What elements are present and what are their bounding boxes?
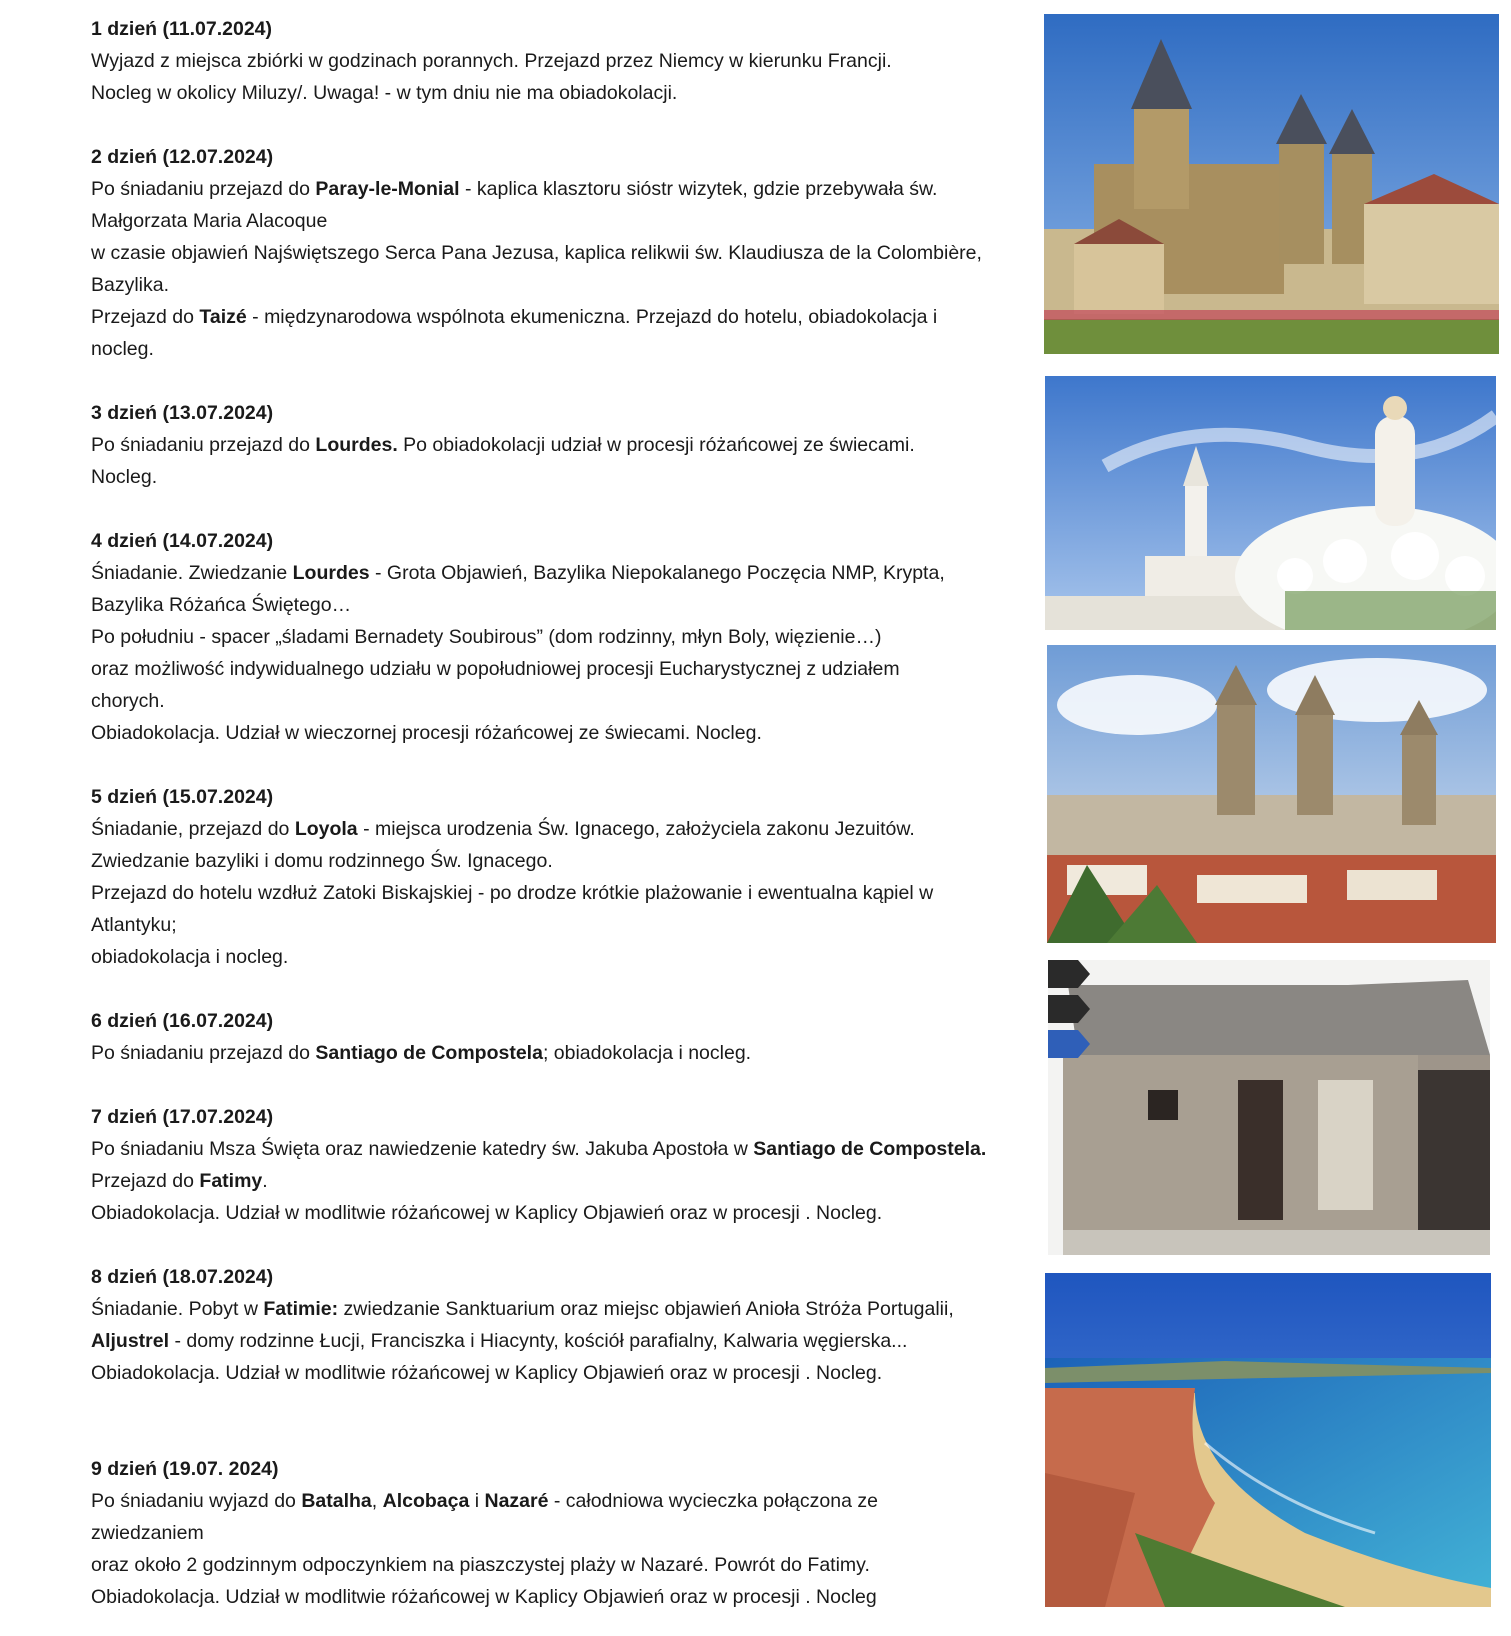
- day-title: 6 dzień (16.07.2024): [91, 1010, 274, 1032]
- text-segment: - międzynarodowa wspólnota ekumeniczna. Przejazd do hotelu, obiadokolacja i: [246, 306, 938, 328]
- place-name: Lourdes.: [315, 434, 398, 456]
- text-segment: Wyjazd z miejsca zbiórki w godzinach porannych. Przejazd przez Niemcy w kierunku Francji.: [91, 50, 892, 72]
- day-line: [91, 813, 1031, 845]
- day-line: [91, 1133, 1031, 1165]
- day-line: [91, 1581, 1031, 1613]
- day-block: [91, 13, 1031, 109]
- day-title: 7 dzień (17.07.2024): [91, 1106, 274, 1128]
- text-segment: Atlantyku;: [91, 914, 177, 936]
- text-segment: Małgorzata Maria Alacoque: [91, 210, 328, 232]
- day-title: 3 dzień (13.07.2024): [91, 402, 274, 424]
- place-name: Batalha: [301, 1490, 372, 1512]
- day-line: [91, 1037, 1031, 1069]
- text-segment: Po śniadaniu wyjazd do: [91, 1490, 302, 1512]
- day-line: [91, 461, 1031, 493]
- text-segment: oraz około 2 godzinnym odpoczynkiem na piaszczystej plaży w Nazaré. Powrót do Fatimy.: [91, 1554, 870, 1576]
- spacer: [91, 1389, 1031, 1453]
- day-line: [91, 685, 1031, 717]
- place-name: Lourdes: [292, 562, 370, 584]
- place-name: Paray-le-Monial: [315, 178, 460, 200]
- photo-nazare-beach: [1045, 1273, 1491, 1607]
- text-segment: chorych.: [91, 690, 165, 712]
- text-segment: Przejazd do: [91, 306, 200, 328]
- day-line: [91, 173, 1031, 205]
- text-segment: - kaplica klasztoru sióstr wizytek, gdzie przebywała św.: [459, 178, 938, 200]
- text-segment: Bazylika Różańca Świętego…: [91, 594, 352, 616]
- text-segment: Po obiadokolacji udział w procesji różańcowej ze świecami.: [397, 434, 915, 456]
- day-line: [91, 653, 1031, 685]
- text-segment: - całodniowa wycieczka połączona ze: [548, 1490, 878, 1512]
- text-segment: Zwiedzanie bazyliki i domu rodzinnego Św. Ignacego.: [91, 850, 553, 872]
- day-block: [91, 525, 1031, 749]
- text-segment: zwiedzanie Sanktuarium oraz miejsc objawień Anioła Stróża Portugalii,: [338, 1298, 954, 1320]
- day-title: 9 dzień (19.07. 2024): [91, 1458, 279, 1480]
- text-segment: - miejsca urodzenia Św. Ignacego, założyciela zakonu Jezuitów.: [357, 818, 915, 840]
- day-line: [91, 557, 1031, 589]
- day-line: [91, 205, 1031, 237]
- text-segment: Śniadanie, przejazd do: [91, 818, 295, 840]
- day-block: [91, 141, 1031, 365]
- place-name: Alcobaça: [382, 1490, 470, 1512]
- place-name: Fatimy: [199, 1170, 263, 1192]
- day-title: 2 dzień (12.07.2024): [91, 146, 274, 168]
- place-name: Nazaré: [484, 1490, 549, 1512]
- text-segment: nocleg.: [91, 338, 154, 360]
- day-line: [91, 45, 1031, 77]
- day-title: 5 dzień (15.07.2024): [91, 786, 274, 808]
- spacer: [91, 493, 1031, 525]
- day-title: 8 dzień (18.07.2024): [91, 1266, 274, 1288]
- day-line: [91, 1165, 1031, 1197]
- text-segment: ; obiadokolacja i nocleg.: [542, 1042, 752, 1064]
- day-block: [91, 1101, 1031, 1229]
- text-segment: Bazylika.: [91, 274, 170, 296]
- spacer: [91, 1229, 1031, 1261]
- photo-santiago-cathedral: [1047, 645, 1496, 943]
- spacer: [91, 1069, 1031, 1101]
- text-segment: Nocleg.: [91, 466, 158, 488]
- text-segment: Po południu - spacer „śladami Bernadety Soubirous” (dom rodzinny, młyn Boly, więzienie…): [91, 626, 882, 648]
- text-segment: Po śniadaniu przejazd do: [91, 178, 316, 200]
- text-segment: Po śniadaniu przejazd do: [91, 1042, 316, 1064]
- text-segment: - Grota Objawień, Bazylika Niepokalanego Poczęcia NMP, Krypta,: [369, 562, 945, 584]
- text-segment: i: [469, 1490, 485, 1512]
- day-line: [91, 1485, 1031, 1517]
- text-segment: .: [262, 1170, 268, 1192]
- text-segment: Obiadokolacja. Udział w wieczornej procesji różańcowej ze świecami. Nocleg.: [91, 722, 762, 744]
- spacer: [91, 109, 1031, 141]
- text-segment: oraz możliwość indywidualnego udziału w popołudniowej procesji Eucharystycznej z udziałem: [91, 658, 900, 680]
- text-segment: Obiadokolacja. Udział w modlitwie różańcowej w Kaplicy Objawień oraz w procesji . Nocleg.: [91, 1362, 883, 1384]
- text-segment: obiadokolacja i nocleg.: [91, 946, 289, 968]
- text-segment: w czasie objawień Najświętszego Serca Pana Jezusa, kaplica relikwii św. Klaudiusza de la Colombière,: [91, 242, 982, 264]
- text-segment: Przejazd do hotelu wzdłuż Zatoki Biskajskiej - po drodze krótkie plażowanie i ewentualna kąpiel w: [91, 882, 934, 904]
- day-line: [91, 1197, 1031, 1229]
- day-line: [91, 269, 1031, 301]
- day-title: 4 dzień (14.07.2024): [91, 530, 274, 552]
- place-name: Taizé: [199, 306, 247, 328]
- spacer: [91, 973, 1031, 1005]
- day-block: [91, 1453, 1031, 1613]
- text-segment: zwiedzaniem: [91, 1522, 204, 1544]
- day-line: [91, 941, 1031, 973]
- place-name: Fatimie:: [263, 1298, 339, 1320]
- day-line: [91, 621, 1031, 653]
- day-line: [91, 877, 1031, 909]
- day-line: [91, 1325, 1031, 1357]
- day-line: [91, 717, 1031, 749]
- day-line: [91, 1357, 1031, 1389]
- text-segment: Śniadanie. Zwiedzanie: [91, 562, 293, 584]
- text-segment: Obiadokolacja. Udział w modlitwie różańcowej w Kaplicy Objawień oraz w procesji . Nocleg.: [91, 1202, 883, 1224]
- text-segment: Po śniadaniu przejazd do: [91, 434, 316, 456]
- day-line: [91, 429, 1031, 461]
- day-block: [91, 781, 1031, 973]
- day-line: [91, 845, 1031, 877]
- place-name: Loyola: [294, 818, 358, 840]
- photo-basilica-paray-le-monial: [1044, 14, 1499, 354]
- day-line: [91, 909, 1031, 941]
- spacer: [91, 749, 1031, 781]
- day-line: [91, 333, 1031, 365]
- place-name: Santiago de Compostela.: [753, 1138, 987, 1160]
- day-line: [91, 589, 1031, 621]
- day-block: [91, 397, 1031, 493]
- photo-stone-house: [1048, 960, 1490, 1255]
- text-segment: Po śniadaniu Msza Święta oraz nawiedzenie katedry św. Jakuba Apostoła w: [91, 1138, 754, 1160]
- day-line: [91, 1293, 1031, 1325]
- day-title: 1 dzień (11.07.2024): [91, 18, 273, 40]
- day-line: [91, 301, 1031, 333]
- text-segment: ,: [371, 1490, 383, 1512]
- text-segment: - domy rodzinne Łucji, Franciszka i Hiacynty, kościół parafialny, Kalwaria węgierska...: [169, 1330, 908, 1352]
- day-line: [91, 77, 1031, 109]
- day-line: [91, 237, 1031, 269]
- text-segment: Obiadokolacja. Udział w modlitwie różańcowej w Kaplicy Objawień oraz w procesji . Nocleg: [91, 1586, 877, 1608]
- itinerary-text: [91, 13, 1031, 1613]
- photo-fatima-basilica: [1045, 376, 1496, 630]
- day-block: [91, 1261, 1031, 1389]
- spacer: [91, 365, 1031, 397]
- text-segment: Śniadanie. Pobyt w: [91, 1298, 264, 1320]
- text-segment: Przejazd do: [91, 1170, 200, 1192]
- day-line: [91, 1549, 1031, 1581]
- day-block: [91, 1005, 1031, 1069]
- text-segment: Nocleg w okolicy Miluzy/. Uwaga! - w tym dniu nie ma obiadokolacji.: [91, 82, 678, 104]
- day-line: [91, 1517, 1031, 1549]
- place-name: Aljustrel: [91, 1330, 170, 1352]
- place-name: Santiago de Compostela: [315, 1042, 543, 1064]
